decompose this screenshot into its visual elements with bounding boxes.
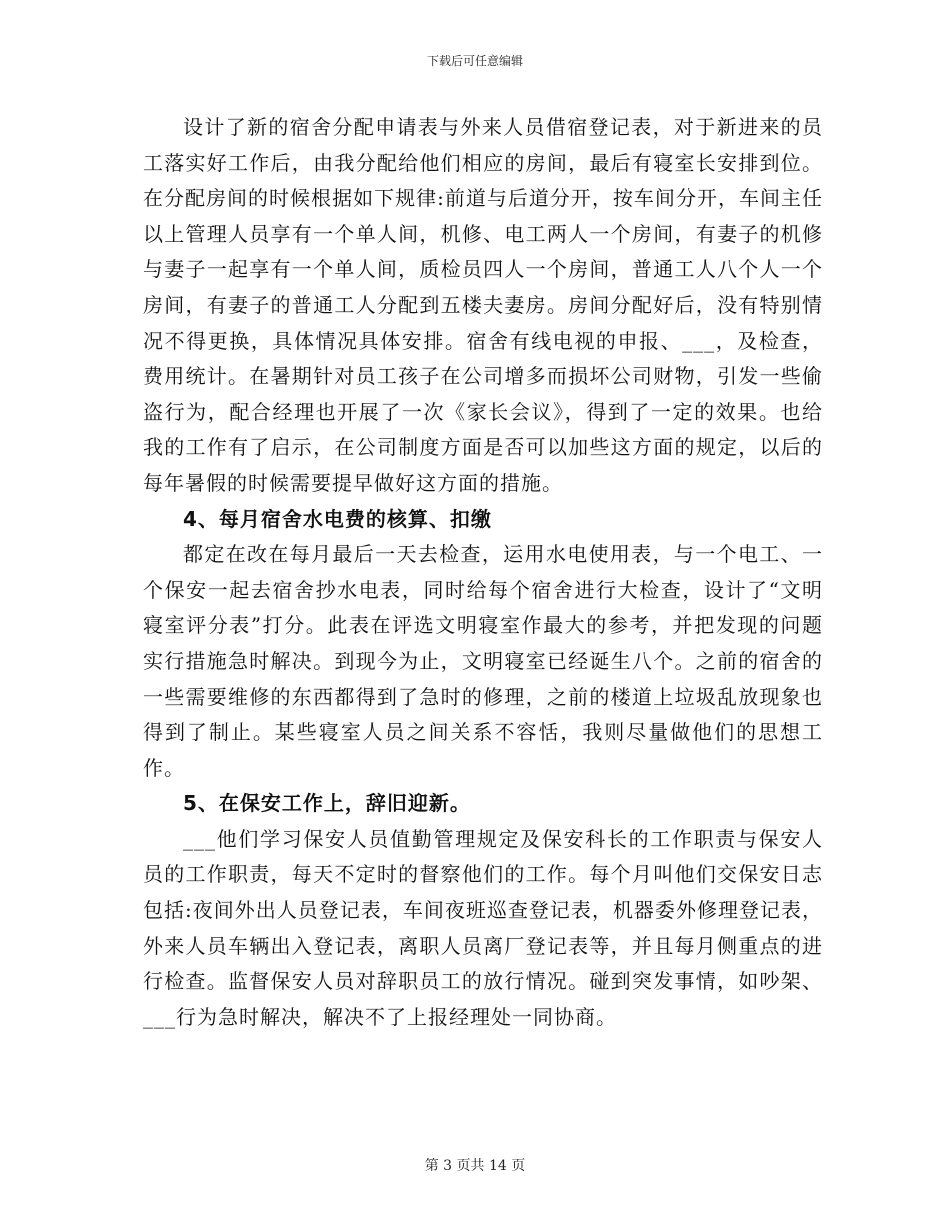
section-heading-utilities: 4、每月宿舍水电费的核算、扣缴 xyxy=(183,506,492,531)
document-body xyxy=(143,110,823,1035)
page-number: 第 3 页共 14 页 xyxy=(424,1158,526,1174)
paragraph-dormitory-allocation: 设计了新的宿舍分配申请表与外来人员借宿登记表，对于新进来的员工落实好工作后，由我分配给他们相应的房间，最后有寝室长安排到位。在分配房间的时候根据如下规律:前道与后道分开，按车间分开，车间主任以上管理人员享有一个单人间，机修、电工两人一个房间，有妻子的机修与妻子一起享有一个单人间，质检员四人一个房间，普通工人八个人一个房间，有妻子的普通工人分配到五楼夫妻房。房间分配好后，没有特别情况不得更换，具体情况具体安排。宿舍有线电视的申报、___，及检查，费用统计。在暑期针对员工孩子在公司增多而损坏公司财物，引发一些偷盗行为，配合经理也开展了一次《家长会议》，得到了一定的效果。也给我的工作有了启示，在公司制度方面是否可以加些这方面的规定，以后的每年暑假的时候需要提早做好这方面的措施。 xyxy=(143,115,823,495)
paragraph-utilities: 都定在改在每月最后一天去检查，运用水电使用表，与一个电工、一个保安一起去宿舍抄水电表，同时给每个宿舍进行大检查，设计了“文明寝室评分表”打分。此表在评选文明寝室作最大的参考，并把发现的问题实行措施急时解决。到现今为止，文明寝室已经诞生八个。之前的宿舍的一些需要维修的东西都得到了急时的修理，之前的楼道上垃圾乱放现象也得到了制止。某些寝室人员之间关系不容恬，我则尽量做他们的思想工作。 xyxy=(143,542,823,780)
page-header: 下载后可任意编辑 xyxy=(426,54,523,68)
section-heading-security: 5、在保安工作上，辞旧迎新。 xyxy=(183,791,471,816)
paragraph-security: ___他们学习保安人员值勤管理规定及保安科长的工作职责与保安人员的工作职责，每天不定时的督察他们的工作。每个月叫他们交保安日志包括:夜间外出人员登记表，车间夜班巡查登记表，机器委外修理登记表，外来人员车辆出入登记表，离职人员离厂登记表等，并且每月侧重点的进行检查。监督保安人员对辞职员工的放行情况。碰到突发事情，如吵架、___行为急时解决，解决不了上报经理处一同协商。 xyxy=(143,826,823,1029)
